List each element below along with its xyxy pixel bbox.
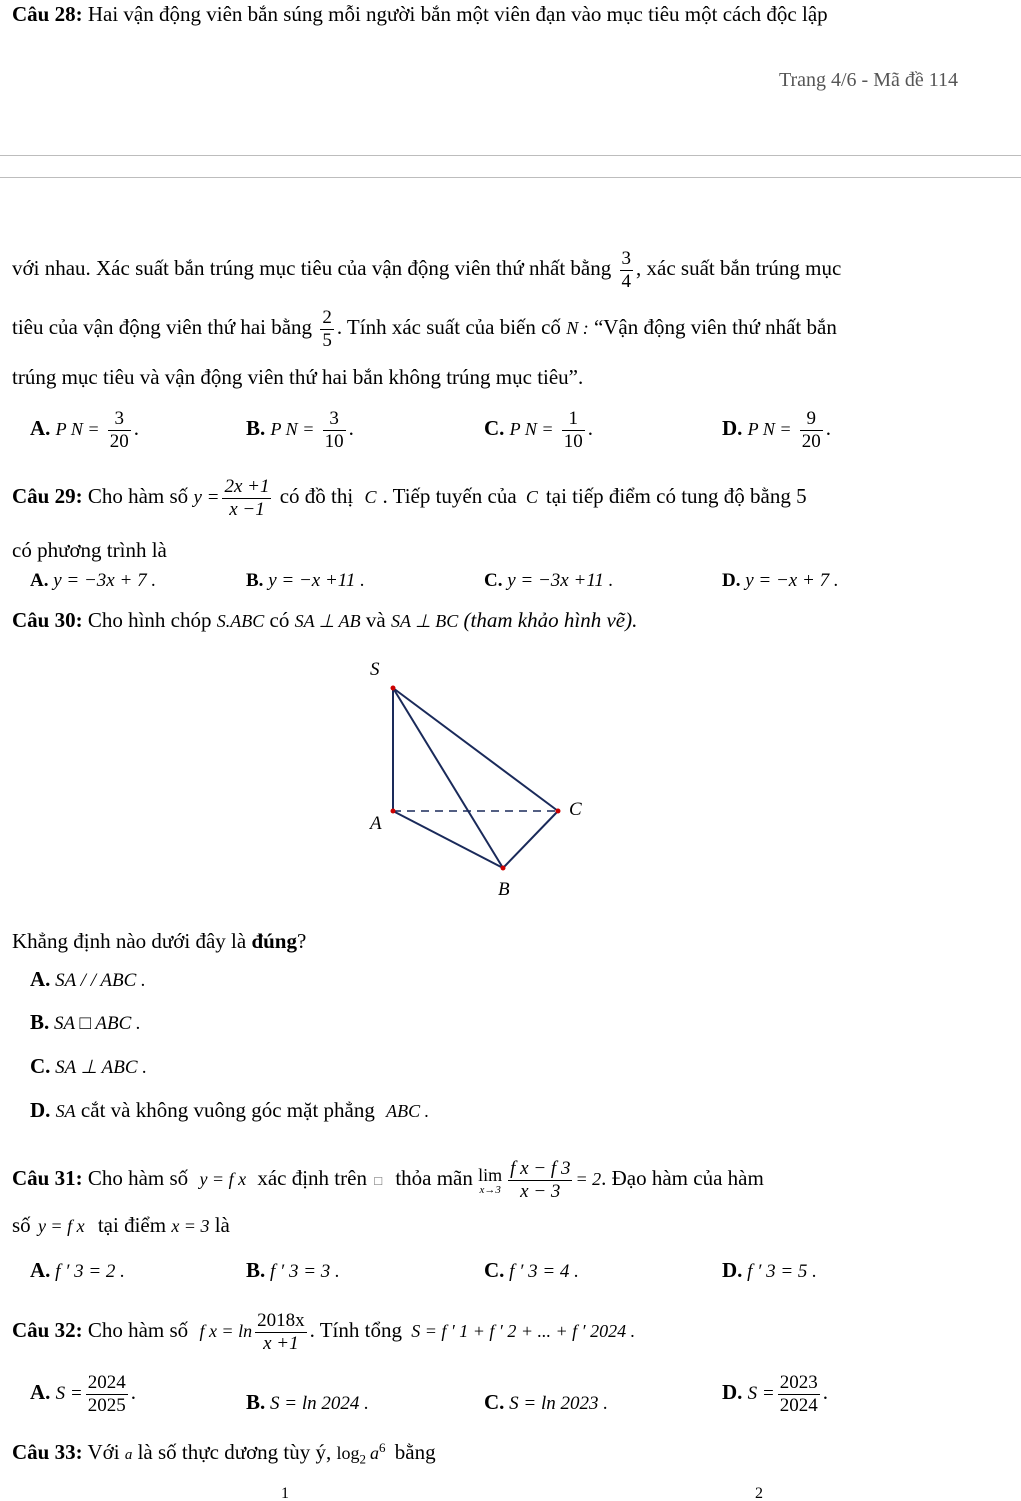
q29-option-d[interactable]: D. y = −x + 7 . — [722, 570, 839, 591]
vertex-b — [501, 866, 506, 871]
q31-option-c[interactable]: C. f ′ 3 = 4 . — [484, 1258, 579, 1282]
vertex-c — [556, 809, 561, 814]
q30-option-d[interactable]: D. SA cắt và không vuông góc mặt phẳng ABC . — [30, 1098, 430, 1122]
edge-bc — [503, 811, 558, 868]
q28-text: , xác suất bắn trúng mục — [636, 256, 842, 281]
q28-fraction-2: $\frac{2}{5}$ — [322, 307, 332, 351]
q29-option-c[interactable]: C. y = −3x +11 . — [484, 570, 614, 591]
q32-function-fraction: $\frac{2018x}{x +1}$ — [257, 1310, 305, 1354]
q28-line-1 — [12, 248, 841, 293]
q28-label: Câu 28: — [12, 2, 83, 26]
q28-fraction-1: $\frac{3}{4}$ — [621, 248, 631, 292]
q29-line-1: Câu 29: Cho hàm số y = $\frac{2x +1}{x -1}$ có đồ thị C . Tiếp tuyến của C tại tiếp điểm có tung độ bằng 5 — [12, 476, 807, 520]
q28-text: “Vận động viên thứ nhất bắn — [593, 315, 837, 340]
q28-line-2 — [12, 307, 837, 352]
q32-option-d[interactable]: D. S = $\frac{2023}{2024}$ . — [722, 1372, 828, 1416]
q33-line-1: Câu 33: Với a là số thực dương tùy ý, $\log_2 a^6$ bằng — [12, 1440, 436, 1467]
label-a: A — [370, 813, 382, 834]
q28-text: với nhau. Xác suất bắn trúng mục tiêu của vận động viên thứ nhất bằng — [12, 256, 612, 281]
q32-line-1: Câu 32: Cho hàm số f x = ln $\frac{2018x}{x +1}$ . Tính tổng S = f ′ 1 + f ′ 2 + ... + f ′ 2024 . — [12, 1310, 636, 1354]
q32-option-c[interactable]: C. S = ln 2023 . — [484, 1390, 609, 1414]
q31-option-d[interactable]: D. f ′ 3 = 5 . — [722, 1258, 817, 1282]
q31-line-2: số y = f x tại điểm x = 3 là — [12, 1213, 230, 1237]
q30-option-a[interactable]: A. SA / / ABC . — [30, 967, 146, 991]
label-b: B — [498, 879, 510, 900]
q31-option-a[interactable]: A. f ′ 3 = 2 . — [30, 1258, 125, 1282]
q30-option-c[interactable]: C. SA ⊥ ABC . — [30, 1054, 148, 1078]
q28-option-d[interactable]: D. P N = $\frac{9}{20}$ . — [722, 408, 831, 452]
q28-option-a[interactable]: A. P N = $\frac{3}{20}$ . — [30, 408, 139, 452]
edge-sb — [393, 688, 503, 868]
vertex-s — [391, 686, 396, 691]
q28-intro: Hai vận động viên bắn súng mỗi người bắn một viên đạn vào mục tiêu một cách độc lập — [87, 2, 828, 26]
q29-option-a[interactable]: A. y = −3x + 7 . — [30, 570, 157, 591]
q28-event-var: N : — [566, 318, 589, 339]
page-footer: Trang 4/6 - Mã đề 114 — [778, 69, 958, 91]
label-s: S — [370, 659, 380, 680]
q32-option-b[interactable]: B. S = ln 2024 . — [246, 1390, 369, 1414]
q32-option-a[interactable]: A. S = $\frac{2024}{2025}$ . — [30, 1372, 136, 1416]
q28-text: . Tính xác suất của biến cố — [336, 315, 561, 340]
q28-option-b[interactable]: B. P N = $\frac{3}{10}$ . — [246, 408, 354, 452]
q28-option-c[interactable]: C. P N = $\frac{1}{10}$ . — [484, 408, 593, 452]
q33-cut-fraction-2: 2 — [755, 1486, 763, 1501]
q28-text: tiêu của vận động viên thứ hai bằng — [12, 315, 313, 340]
q33-log: $\log_2 a^6$ — [336, 1440, 386, 1467]
edge-sc — [393, 688, 558, 811]
q29-label: Câu 29: — [12, 484, 83, 509]
q31-line-1: Câu 31: Cho hàm số y = f x xác định trên □ thỏa mãn lim x→3 $\frac{\text{f x − f 3}}{x - 3}$ = 2. Đạo hàm của hàm — [12, 1158, 764, 1202]
page-divider-top — [0, 155, 1021, 156]
label-c: C — [569, 799, 582, 820]
vertex-a — [391, 809, 396, 814]
q29-function-fraction: $\frac{2x +1}{x -1}$ — [224, 476, 270, 520]
q29-line-2: có phương trình là — [12, 538, 167, 562]
q30-label: Câu 30: — [12, 608, 83, 632]
q33-label: Câu 33: — [12, 1440, 83, 1464]
q32-label: Câu 32: — [12, 1318, 83, 1343]
q28-line-3: trúng mục tiêu và vận động viên thứ hai bắn không trúng mục tiêu”. — [12, 365, 584, 389]
q33-cut-fraction-1: 1 — [281, 1486, 289, 1501]
q30-option-b[interactable]: B. SA □ ABC . — [30, 1010, 141, 1034]
q29-option-b[interactable]: B. y = −x +11 . — [246, 570, 365, 591]
page-divider-bottom — [0, 177, 1021, 178]
q30-question: Khẳng định nào dưới đây là đúng? — [12, 929, 307, 953]
q31-limit: lim x→3 — [478, 1165, 503, 1197]
q28-intro-line — [12, 2, 828, 27]
q31-option-b[interactable]: B. f ′ 3 = 3 . — [246, 1258, 340, 1282]
q31-limit-fraction: $\frac{\text{f x − f 3}}{x - 3}$ — [510, 1158, 571, 1202]
q31-label: Câu 31: — [12, 1166, 83, 1191]
q30-line-1: Câu 30: Cho hình chóp S.ABC có SA ⊥ AB và SA ⊥ BC (tham khảo hình vẽ). — [12, 608, 638, 632]
pyramid-figure — [340, 650, 600, 910]
